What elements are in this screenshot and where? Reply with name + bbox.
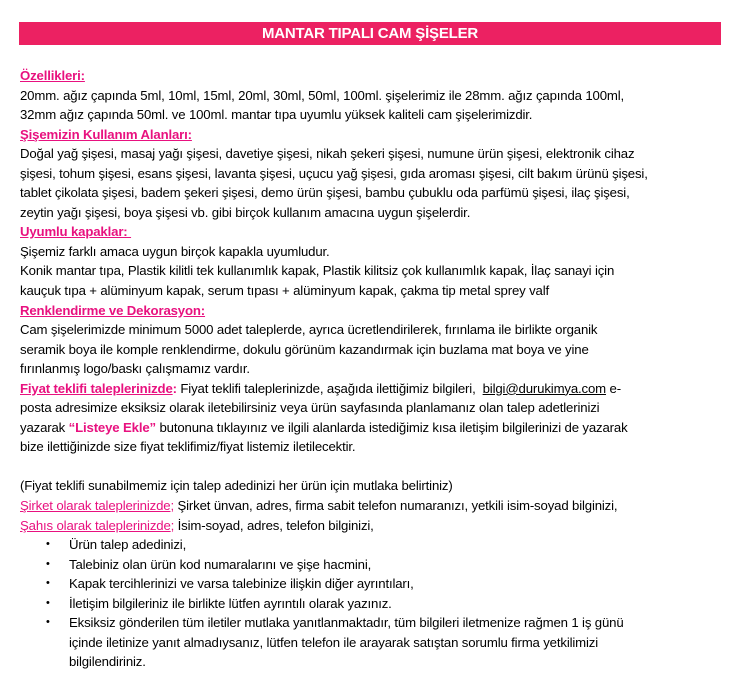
quote-line: posta adresimize eksiksiz olarak iletebilirsiniz veya ürün sayfasında planlamanız olan talep adetlerinizi — [20, 400, 600, 416]
individual-label: Şahıs olarak taleplerinizde — [20, 517, 171, 533]
individual-text: İsim-soyad, adres, telefon bilginizi, — [174, 517, 374, 533]
section-heading-usage — [20, 125, 725, 145]
bullet-text: Talebiniz olan ürün kod numaralarını ve şişe hacmini, — [69, 556, 372, 572]
quote-text: yazarak — [20, 419, 69, 435]
section-heading-caps — [20, 222, 725, 242]
quote-line — [20, 379, 725, 399]
usage-line: şişesi, tohum şişesi, esans şişesi, lavanta şişesi, uçucu yağ şişesi, gıda aroması şişesi, cilt bakım ürünü şişesi, — [20, 165, 648, 181]
bullet-icon: • — [46, 538, 50, 551]
bullet-text: Ürün talep adedinizi, — [69, 537, 187, 553]
decoration-line: seramik boya ile komple renklendirme, dokulu görünüm kazandırmak için buzlama mat boya ve yine — [20, 341, 589, 357]
quote-text-tail: e- — [606, 380, 621, 396]
heading-text: Renklendirme ve Dekorasyon: — [20, 302, 206, 318]
individual-sep: ; — [170, 517, 175, 533]
heading-text: Fiyat teklifi taleplerinizde — [20, 380, 173, 396]
usage-line: tablet çikolata şişesi, badem şekeri şişesi, demo ürün şişesi, bambu çubuklu oda parfümü şişesi, ilaç şişesi, — [20, 185, 630, 201]
usage-line: zeytin yağı şişesi, boya şişesi vb. gibi birçok kullanım amacına uygun şişelerdir. — [20, 204, 471, 220]
quote-text: butonuna tıklayınız ve ilgili alanlarda istediğimiz kısa iletişim bilgilerinizi de yazarak — [155, 419, 628, 435]
add-to-list-label: “Listeye Ekle” — [68, 419, 156, 435]
company-sep: ; — [170, 498, 174, 514]
decoration-line: Cam şişelerimizde minimum 5000 adet taleplerde, ayrıca ücretlendirilerek, fırınlama ile birlikte organik — [20, 322, 598, 338]
bullet-text: İletişim bilgileriniz ile birlikte lütfen ayrıntılı olarak yazınız. — [69, 595, 392, 611]
page-title: MANTAR TIPALI CAM ŞİŞELER — [261, 25, 479, 42]
title-bar — [19, 22, 721, 45]
bullet-icon: • — [46, 596, 50, 609]
caps-line: Şişemiz farklı amaca uygun birçok kapakla uyumludur. — [20, 243, 330, 259]
bullet-icon: • — [46, 616, 50, 629]
section-heading-decoration — [20, 301, 725, 321]
heading-text: Uyumlu kapaklar: — [20, 224, 132, 240]
heading-colon: : — [172, 380, 177, 396]
blank-line — [20, 457, 725, 477]
bullet-continuation: bilgilendiriniz. — [69, 654, 146, 670]
decoration-line: fırınlanmış logo/baskı çalışmamız vardır. — [20, 361, 250, 377]
quote-line: bize ilettiğinizde size fiyat teklifimiz/fiyat listemiz iletilecektir. — [20, 439, 356, 455]
bullet-item — [20, 535, 725, 555]
caps-line: kauçuk tıpa + alüminyum kapak, serum tıpası + alüminyum kapak, çakma tip metal sprey valf — [20, 283, 550, 299]
company-text: Şirket ünvan, adres, firma sabit telefon numaranızı, yetkili isim-soyad bilginizi, — [173, 498, 618, 514]
individual-request-line — [20, 516, 725, 536]
bullet-item — [20, 555, 725, 575]
bullet-item — [20, 613, 725, 633]
heading-text: Şişemizin Kullanım Alanları: — [20, 126, 192, 142]
bullet-text: Eksiksiz gönderilen tüm iletiler mutlaka yanıtlanmaktadır, tüm bilgileri iletmenize rağmen 1 iş günü — [69, 615, 624, 631]
bullet-item — [20, 594, 725, 614]
bullet-item — [20, 574, 725, 594]
features-line: 20mm. ağız çapında 5ml, 10ml, 15ml, 20ml, 30ml, 50ml, 100ml. şişelerimiz ile 28mm. ağız çapında 100ml, — [20, 87, 625, 103]
email-link[interactable]: bilgi@durukimya.com — [482, 380, 607, 396]
bullet-icon: • — [46, 577, 50, 590]
section-heading-features — [20, 66, 725, 86]
bullet-text: Kapak tercihlerinizi ve varsa talebinize ilişkin diğer ayrıntıları, — [69, 576, 414, 592]
features-line: 32mm ağız çapında 50ml. ve 100ml. mantar tıpa uyumlu yüksek kaliteli cam şişelerimizdir. — [20, 107, 533, 123]
company-request-line — [20, 496, 725, 516]
quote-text: Fiyat teklifi taleplerinizde, aşağıda ilettiğimiz bilgileri, — [176, 380, 483, 396]
bullet-continuation: içinde iletinize yanıt almadıysanız, lütfen telefon ile arayarak satıştan sorumlu firma yetkilimizi — [69, 634, 598, 650]
heading-text: Özellikleri: — [20, 68, 85, 83]
usage-line: Doğal yağ şişesi, masaj yağı şişesi, davetiye şişesi, nikah şekeri şişesi, numune ürün şişesi, elektronik cihaz — [20, 146, 635, 162]
bullet-icon: • — [46, 557, 50, 570]
caps-line: Konik mantar tıpa, Plastik kilitli tek kullanımlık kapak, Plastik kilitsiz çok kullanımlık kapak, İlaç sanayi için — [20, 263, 615, 279]
company-label: Şirket olarak taleplerinizde — [20, 498, 171, 514]
product-description — [20, 66, 725, 672]
quote-line — [20, 418, 725, 438]
note-line: (Fiyat teklifi sunabilmemiz için talep adedinizi her ürün için mutlaka belirtiniz) — [20, 478, 453, 494]
